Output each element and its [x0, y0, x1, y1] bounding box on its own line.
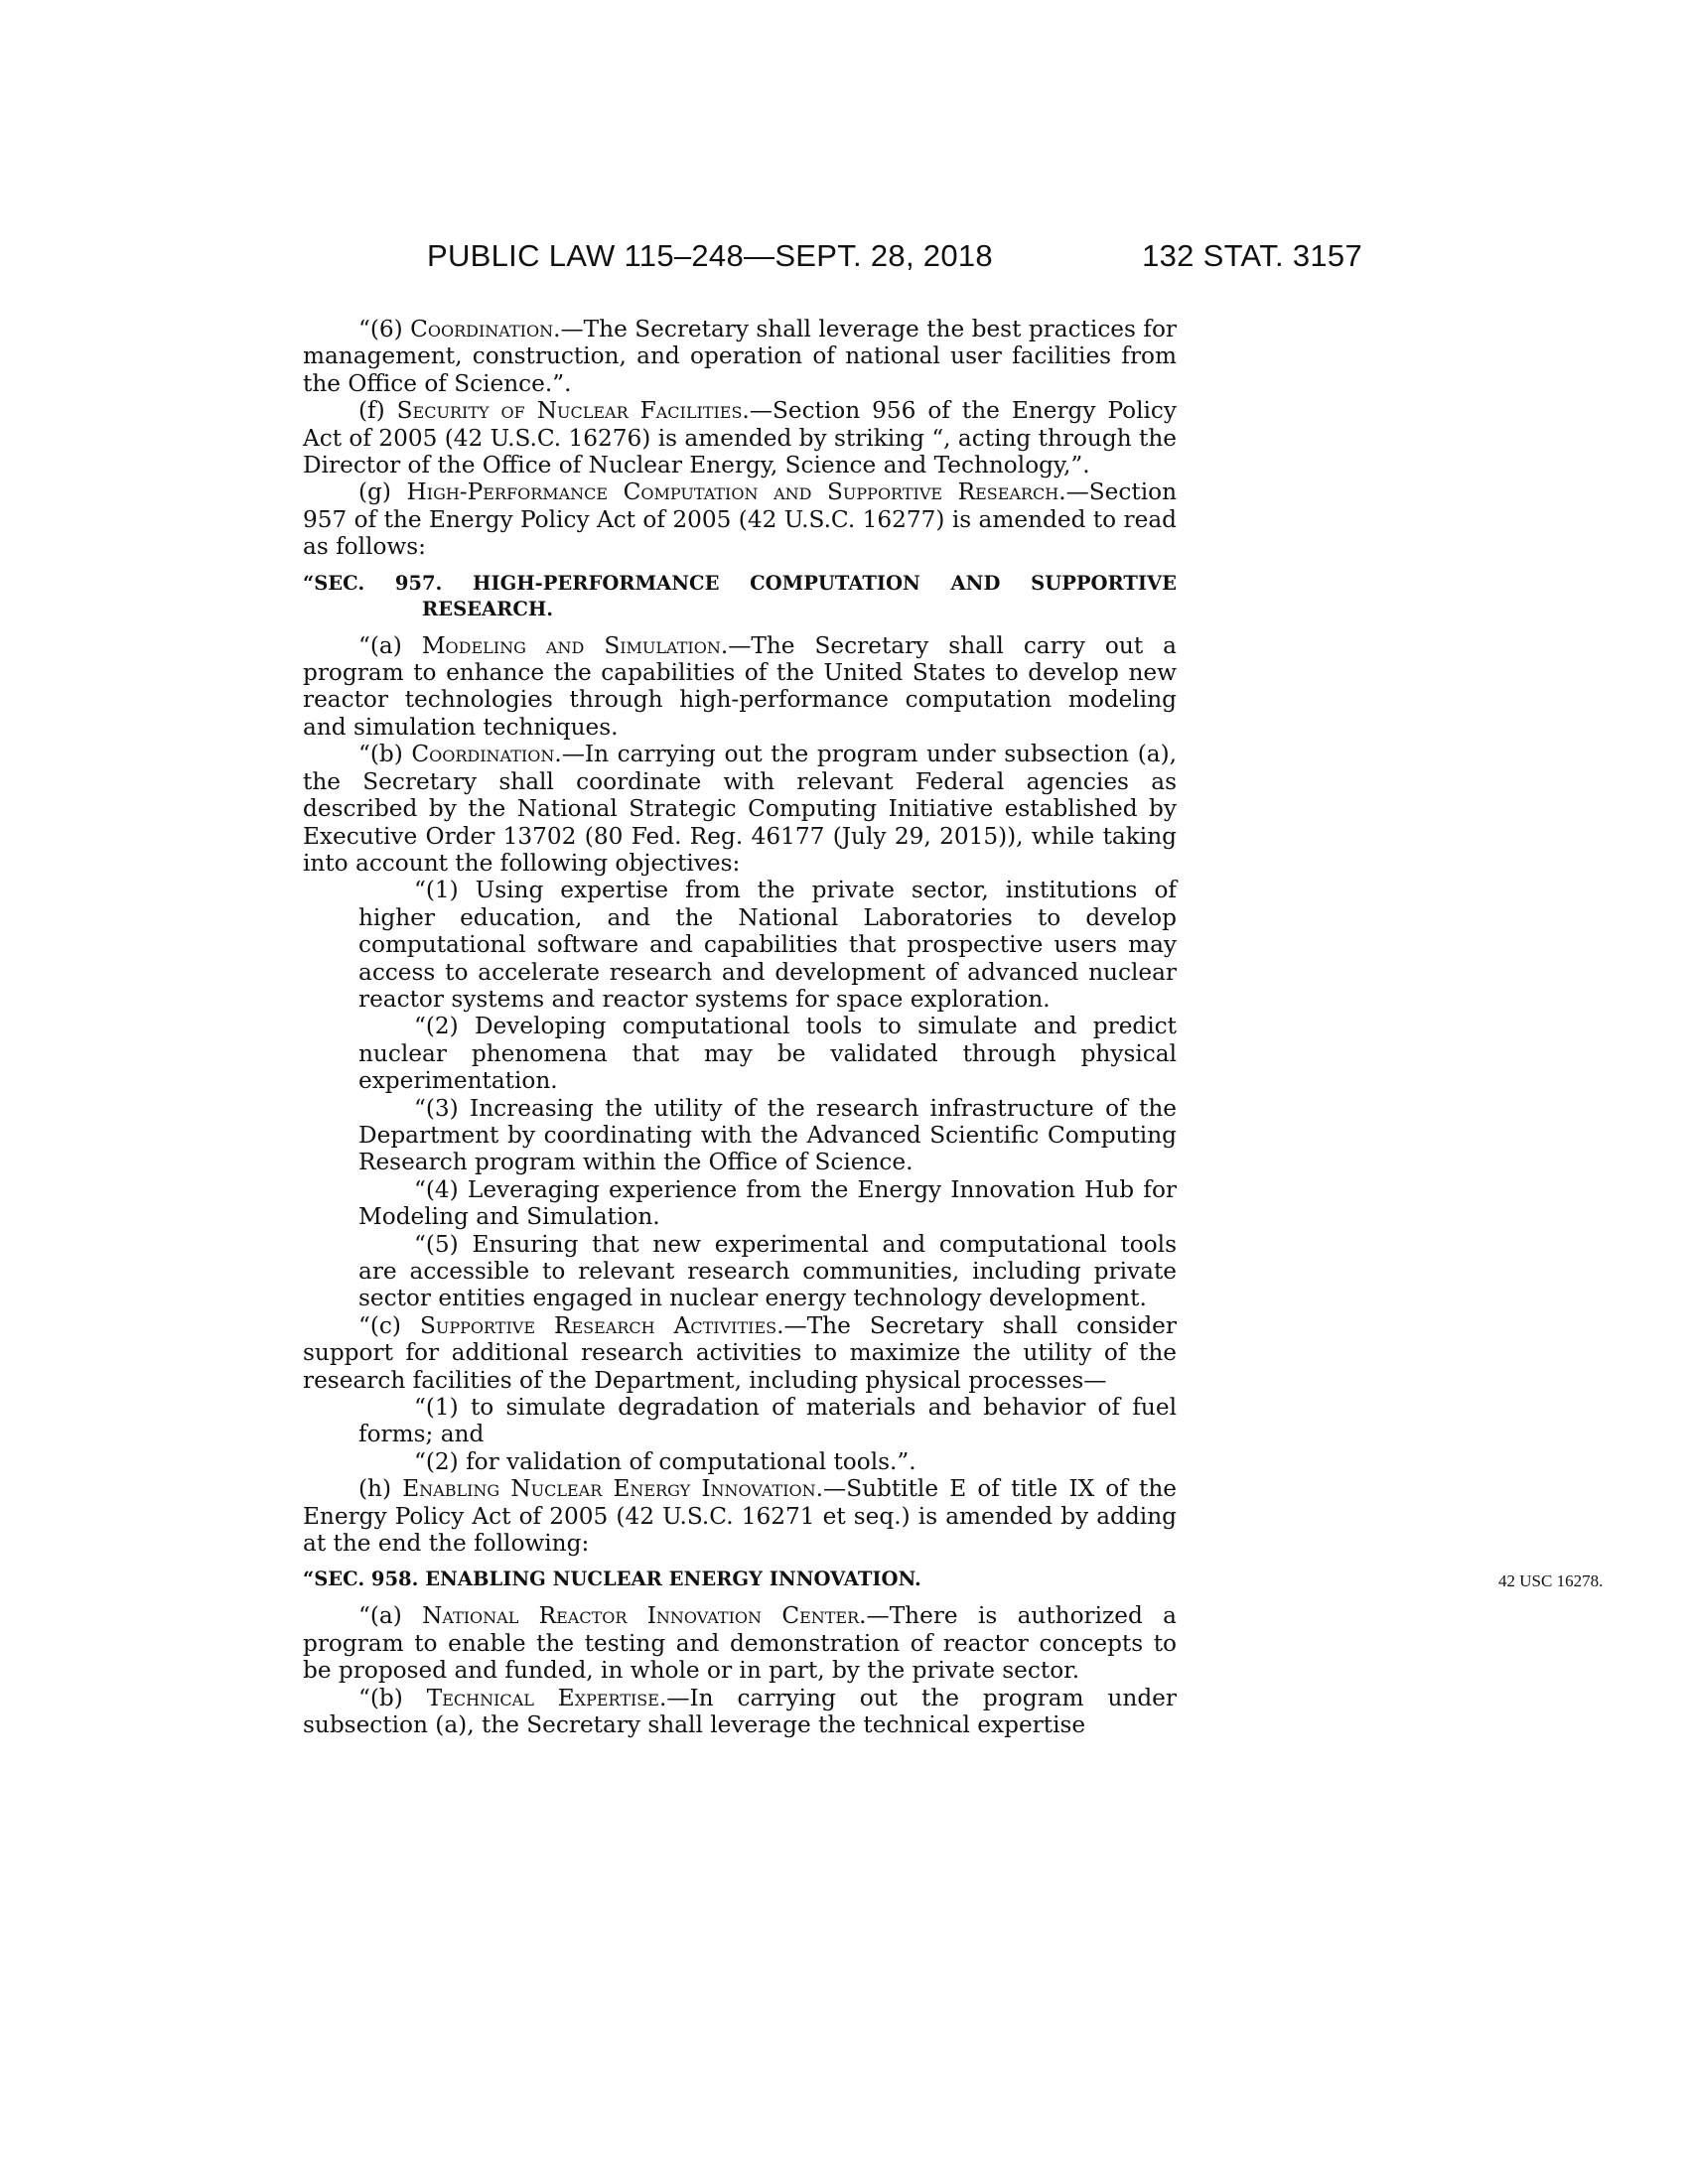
objective-5: “(5) Ensuring that new experimental and computational tools are accessible to relevant research communities, including private sector entities engaged in nuclear energy technology development. — [358, 1230, 1177, 1312]
law-title: PUBLIC LAW 115–248—SEPT. 28, 2018 — [427, 238, 993, 273]
paragraph-text: .—Subtitle E of title IX of the Energy Policy Act of 2005 (42 U.S.C. 16271 et seq.) is amended by adding at the end the following: — [303, 1475, 1178, 1558]
paragraph-heading: Security of Nuclear Facilities — [396, 397, 743, 425]
paragraph-enabling-nuclear-innovation — [303, 1475, 1177, 1557]
paragraph-heading: Coordination — [411, 741, 555, 768]
stat-page-number: 132 STAT. 3157 — [1142, 238, 1362, 273]
paragraph-text: .—Section 956 of the Energy Policy Act of 2005 (42 U.S.C. 16276) is amended by striking “, acting through the Director of the Office of Nuclear Energy, Science and Technology,”. — [303, 397, 1177, 479]
paragraph-coordination-6 — [303, 316, 1177, 397]
paragraph-security-nuclear-facilities — [303, 397, 1177, 478]
usc-margin-note: 42 USC 16278. — [1498, 1571, 1604, 1591]
paragraph-high-performance-computation — [303, 478, 1177, 560]
section-958-title: “SEC. 958. ENABLING NUCLEAR ENERGY INNOVATION. — [303, 1568, 921, 1591]
paragraph-label: (h) — [358, 1475, 403, 1503]
section-957-heading: “SEC. 957. HIGH-PERFORMANCE COMPUTATION AND SUPPORTIVE RESEARCH. — [303, 571, 1177, 620]
paragraph-modeling-simulation — [303, 632, 1177, 742]
paragraph-heading: Modeling and Simulation — [421, 631, 721, 659]
paragraph-label: “(c) — [358, 1311, 420, 1339]
paragraph-label: (f) — [358, 397, 397, 425]
paragraph-heading: Technical Expertise — [426, 1684, 659, 1711]
paragraph-heading: Coordination — [410, 316, 554, 342]
paragraph-heading: High-Performance Computation and Supportive Research — [406, 478, 1059, 506]
objective-4: “(4) Leveraging experience from the Energy Innovation Hub for Modeling and Simulation. — [358, 1175, 1177, 1231]
paragraph-heading: Supportive Research Activities — [419, 1311, 777, 1339]
paragraph-text: .—In carrying out the program under subsection (a), the Secretary shall coordinate with relevant Federal agencies as described by the National Strategic Computing Initiative established by Executive Order 13702 (80 Fed. Reg. 46177 (July 29, 2015)), while taking into account the following objectives: — [303, 741, 1177, 877]
paragraph-label: “(a) — [358, 1602, 423, 1630]
paragraph-coordination-b — [303, 741, 1177, 877]
paragraph-technical-expertise — [303, 1685, 1177, 1739]
paragraph-label: “(6) — [358, 316, 411, 342]
objective-1: “(1) Using expertise from the private sector, institutions of higher education, and the National Laboratories to develop computational software and capabilities that prospective users may access to accelerate research and development of advanced nuclear reactor systems and reactor systems for space exploration. — [358, 877, 1177, 1013]
paragraph-text: .—The Secretary shall carry out a program to enhance the capabilities of the United States to develop new reactor technologies through high-performance computation modeling and simulation techniques. — [303, 631, 1177, 741]
body-text — [303, 316, 1604, 1739]
paragraph-label: “(b) — [358, 741, 412, 768]
section-958-heading — [303, 1567, 1604, 1592]
physical-process-2: “(2) for validation of computational tools.”. — [414, 1447, 916, 1475]
objective-3: “(3) Increasing the utility of the research infrastructure of the Department by coordinating with the Advanced Scientific Computing Research program within the Office of Science. — [358, 1094, 1177, 1176]
paragraph-text: .—The Secretary shall leverage the best practices for management, construction, and operation of national user facilities from the Office of Science.”. — [303, 316, 1177, 397]
paragraph-label: “(a) — [358, 631, 422, 659]
paragraph-text: .—The Secretary shall consider support for additional research activities to maximize the utility of the research facilities of the Department, including physical processes— — [303, 1311, 1177, 1394]
paragraph-label: (g) — [358, 478, 407, 506]
paragraph-heading: Enabling Nuclear Energy Innovation — [402, 1475, 816, 1503]
running-header — [0, 238, 1688, 288]
paragraph-text: .—Section 957 of the Energy Policy Act of 2005 (42 U.S.C. 16277) is amended to read as follows: — [303, 478, 1177, 561]
paragraph-supportive-research — [303, 1312, 1177, 1394]
paragraph-heading: National Reactor Innovation Center — [422, 1602, 860, 1630]
paragraph-national-reactor-innovation-center — [303, 1602, 1177, 1684]
paragraph-text: .—In carrying out the program under subsection (a), the Secretary shall leverage the technical expertise — [303, 1684, 1177, 1739]
paragraph-label: “(b) — [358, 1684, 427, 1711]
objective-2: “(2) Developing computational tools to simulate and predict nuclear phenomena that may be validated through physical experimentation. — [358, 1013, 1177, 1095]
physical-process-1: “(1) to simulate degradation of materials and behavior of fuel forms; and — [358, 1394, 1177, 1448]
paragraph-text: .—There is authorized a program to enable the testing and demonstration of reactor concepts to be proposed and funded, in whole or in part, by the private sector. — [303, 1602, 1177, 1685]
